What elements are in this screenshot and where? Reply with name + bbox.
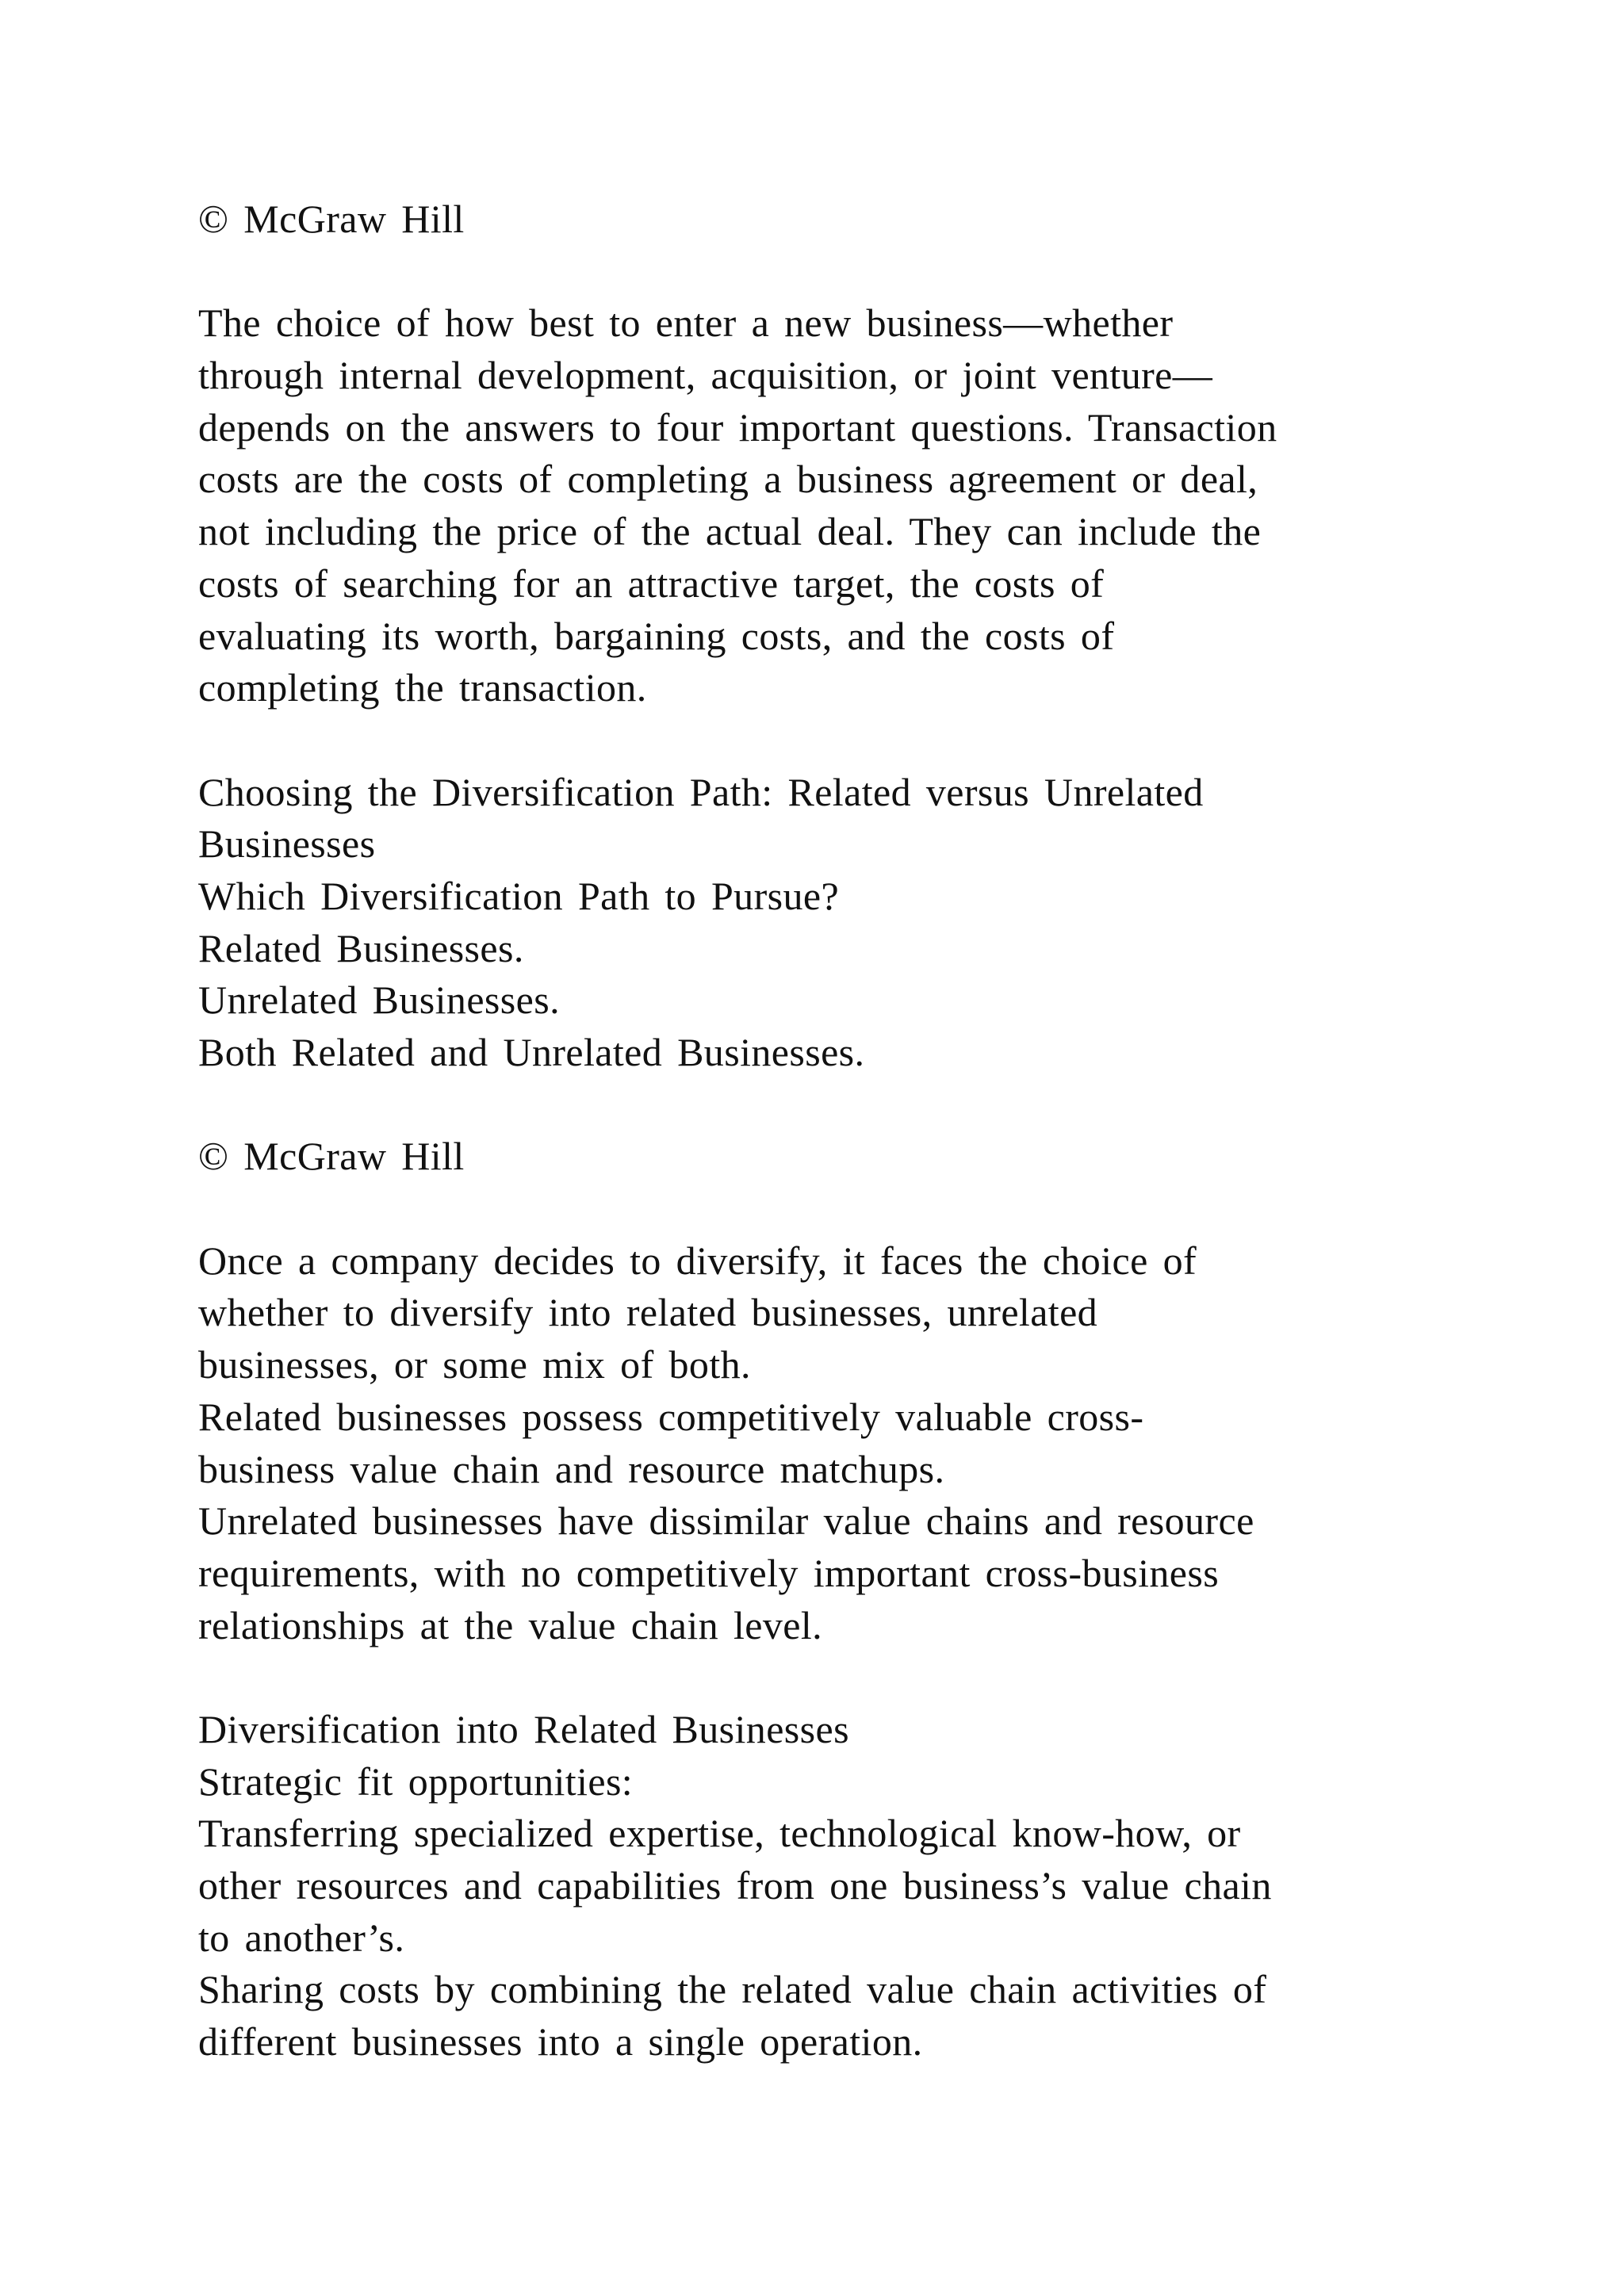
copyright-2 <box>198 1131 1546 1183</box>
paragraph-gap <box>198 1079 1546 1131</box>
diversification-path-slide <box>198 767 1546 1079</box>
text-line: Related businesses possess competitively valuable cross- <box>198 1394 1144 1439</box>
paragraph-gap <box>198 246 1546 298</box>
text-line: Once a company decides to diversify, it faces the choice of <box>198 1238 1197 1283</box>
text-line: Sharing costs by combining the related value chain activities of <box>198 1967 1267 2012</box>
paragraph-gap <box>198 714 1546 767</box>
text-line: other resources and capabilities from one business’s value chain <box>198 1863 1272 1908</box>
text-line: completing the transaction. <box>198 665 647 710</box>
text-line: to another’s. <box>198 1915 405 1960</box>
text-line: Transferring specialized expertise, technological know-how, or <box>198 1811 1241 1856</box>
text-line: © McGraw Hill <box>198 1134 465 1179</box>
text-line: business value chain and resource matchups. <box>198 1446 945 1491</box>
text-line: evaluating its worth, bargaining costs, and the costs of <box>198 613 1115 658</box>
list-item: Both Related and Unrelated Businesses. <box>198 1030 865 1074</box>
copyright-1 <box>198 193 1546 246</box>
text-line: relationships at the value chain level. <box>198 1602 823 1647</box>
slide-subtitle: Strategic fit opportunities: <box>198 1758 634 1804</box>
text-line: Unrelated businesses have dissimilar value chains and resource <box>198 1498 1254 1544</box>
text-line: costs are the costs of completing a business agreement or deal, <box>198 457 1258 502</box>
text-line: costs of searching for an attractive target, the costs of <box>198 561 1105 606</box>
text-line: © McGraw Hill <box>198 197 465 241</box>
text-line: not including the price of the actual deal. They can include the <box>198 509 1262 554</box>
paragraph-gap <box>198 1183 1546 1235</box>
list-item: Unrelated Businesses. <box>198 978 560 1023</box>
slide-title-line: Businesses <box>198 821 376 867</box>
slide-title-line: Diversification into Related Businesses <box>198 1706 849 1751</box>
text-line: through internal development, acquisition, or joint venture— <box>198 353 1213 398</box>
text-line: depends on the answers to four important questions. Transaction <box>198 404 1277 450</box>
text-line: The choice of how best to enter a new business—whether <box>198 300 1174 346</box>
text-line: whether to diversify into related businesses, unrelated <box>198 1290 1098 1335</box>
slide-title-line: Choosing the Diversification Path: Related versus Unrelated <box>198 769 1204 814</box>
paragraph-gap <box>198 1651 1546 1704</box>
slide-subtitle: Which Diversification Path to Pursue? <box>198 873 840 918</box>
text-line: businesses, or some mix of both. <box>198 1342 751 1387</box>
transaction-paragraph <box>198 297 1546 714</box>
diversify-paragraph <box>198 1235 1546 1652</box>
list-item: Related Businesses. <box>198 925 524 970</box>
related-businesses-slide <box>198 1704 1546 2068</box>
text-line: different businesses into a single operation. <box>198 2019 923 2064</box>
text-line: requirements, with no competitively important cross-business <box>198 1550 1220 1595</box>
document-page <box>198 193 1546 2068</box>
